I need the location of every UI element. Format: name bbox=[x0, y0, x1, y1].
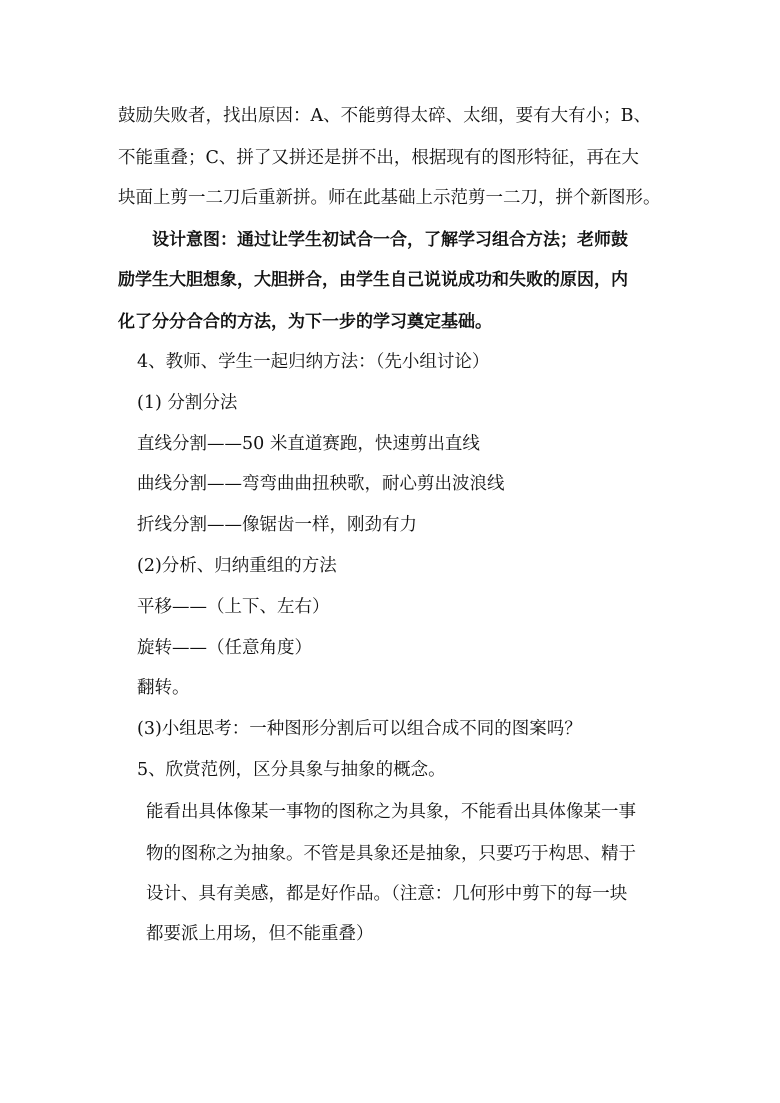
design-intent-line: 励学生大胆想象，大胆拼合，由学生自己说说成功和失败的原因，内 bbox=[118, 270, 628, 290]
list-item: 平移——（上下、左右） bbox=[137, 597, 330, 617]
paragraph-line: 鼓励失败者，找出原因：A、不能剪得太碎、太细，要有大有小；B、 bbox=[118, 106, 651, 126]
step4-heading: 4、教师、学生一起归纳方法：（先小组讨论） bbox=[137, 352, 490, 372]
design-intent-line: 设计意图：通过让学生初试合一合，了解学习组合方法；老师鼓 bbox=[152, 230, 628, 250]
list-item: 直线分割——50 米直道赛跑，快速剪出直线 bbox=[137, 434, 480, 454]
paragraph-line: 不能重叠；C、拼了又拼还是拼不出，根据现有的图形特征，再在大 bbox=[118, 148, 639, 168]
design-intent-line: 化了分分合合的方法，为下一步的学习奠定基础。 bbox=[118, 312, 492, 332]
list-item: 旋转——（任意角度） bbox=[137, 638, 312, 658]
list-item: 曲线分割——弯弯曲曲扭秧歌，耐心剪出波浪线 bbox=[137, 474, 505, 494]
paragraph-line: 能看出具体像某一事物的图称之为具象，不能看出具体像某一事 bbox=[146, 802, 636, 822]
step5-heading: 5、欣赏范例，区分具象与抽象的概念。 bbox=[137, 760, 446, 780]
paragraph-line: 设计、具有美感，都是好作品。（注意：几何形中剪下的每一块 bbox=[146, 884, 628, 904]
paragraph-line: 物的图称之为抽象。不管是具象还是抽象，只要巧于构思、精于 bbox=[146, 844, 636, 864]
paragraph-line: 块面上剪一二刀后重新拼。师在此基础上示范剪一二刀，拼个新图形。 bbox=[118, 188, 661, 208]
list-item: 翻转。 bbox=[137, 678, 190, 698]
paragraph-line: 都要派上用场，但不能重叠） bbox=[146, 924, 374, 944]
step4-subheading: (3)小组思考：一种图形分割后可以组合成不同的图案吗？ bbox=[137, 719, 582, 739]
step4-subheading: (2)分析、归纳重组的方法 bbox=[137, 556, 337, 576]
step4-subheading: (1) 分割分法 bbox=[137, 393, 238, 413]
list-item: 折线分割——像锯齿一样，刚劲有力 bbox=[137, 515, 417, 535]
